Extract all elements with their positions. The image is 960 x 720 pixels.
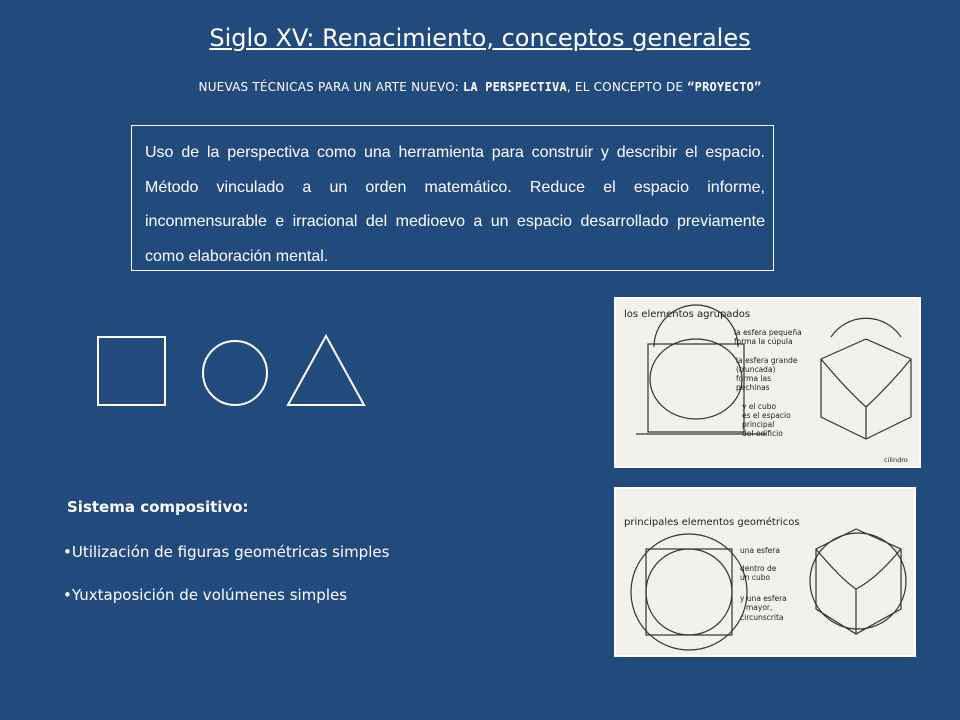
- subtitle-part-2: LA PERSPECTIVA: [462, 80, 567, 94]
- sketch-top-note: la esfera grande: [736, 356, 798, 365]
- bullet-item: •Yuxtaposición de volúmenes simples: [63, 586, 348, 604]
- sketch-grouped-elements: [614, 297, 921, 468]
- sketch-top-note: forma las: [736, 374, 772, 383]
- slide-title: Siglo XV: Renacimiento, conceptos generales: [209, 24, 751, 52]
- circle-shape: [203, 341, 267, 405]
- sketch-top-heading: los elementos agrupados: [624, 309, 751, 320]
- sketch-bottom-note: una esfera: [740, 546, 780, 555]
- sketch-bottom-note: dentro de: [740, 564, 777, 573]
- sketch-top-note: del edificio: [742, 429, 783, 438]
- sketch-top-note: la esfera pequeña: [734, 328, 802, 337]
- subtitle-part-4: “PROYECTO”: [687, 80, 762, 94]
- sketch-bottom-note: un cubo: [740, 573, 771, 582]
- sketch-top-note: y el cubo: [742, 402, 777, 411]
- sketch-top-corner: cilindro: [884, 456, 908, 464]
- sketch-bottom-heading: principales elementos geométricos: [624, 517, 800, 528]
- sketch-top-note: (truncada): [736, 365, 776, 374]
- subtitle-part-3: , EL CONCEPTO DE: [566, 80, 688, 94]
- bullet-item: •Utilización de figuras geométricas simples: [63, 543, 390, 561]
- sketch-geometric-elements: [614, 487, 916, 657]
- sketch-bottom-note: circunscrita: [740, 613, 784, 622]
- sketch-bottom-note: y una esfera: [740, 594, 787, 603]
- sketch-top-note: es el espacio: [742, 411, 791, 420]
- sketch-top-note: pechinas: [736, 383, 770, 392]
- triangle-shape: [288, 336, 364, 405]
- description-text: Uso de la perspectiva como una herramienta para construir y describir el espacio. Método vinculado a un orden matemático. Reduce el espacio informe, inconmensurable e irracional del medioevo a un espacio desarrollado previamente como elaboración mental.: [145, 144, 765, 265]
- section-heading: Sistema compositivo:: [67, 498, 249, 516]
- sketch-top-note: principal: [742, 420, 775, 429]
- sketch-bottom-note: mayor,: [746, 603, 773, 612]
- sketch-top-note: forma la cúpula: [734, 337, 793, 346]
- square-shape: [98, 337, 165, 405]
- subtitle-part-1: NUEVAS TÉCNICAS PARA UN ARTE NUEVO:: [198, 80, 463, 94]
